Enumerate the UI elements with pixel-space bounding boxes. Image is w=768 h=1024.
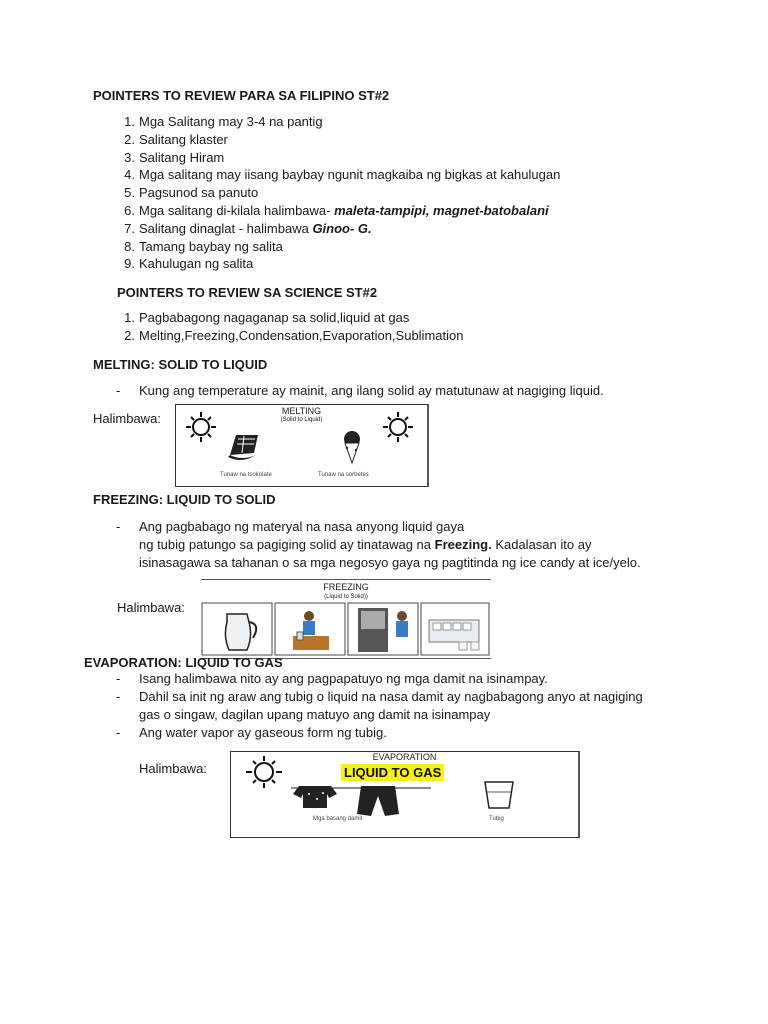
list-text <box>139 149 224 167</box>
freezing-bullet-text2a: ng tubig patungo sa pagiging solid ay tinatawag na <box>139 537 435 552</box>
freezing-example-label: Halimbawa: <box>117 600 185 615</box>
evaporation-illustration <box>231 752 578 837</box>
list-number: 1. <box>124 310 135 325</box>
list-text <box>139 327 463 345</box>
sun-icon <box>383 412 413 442</box>
melting-figure <box>175 404 429 487</box>
list-number: 9. <box>124 256 135 272</box>
list-number: 1. <box>124 114 135 129</box>
list-number: 5. <box>124 185 135 201</box>
freezing-illustration <box>201 580 491 658</box>
list-number: 2. <box>124 131 135 147</box>
dash-marker: - <box>116 725 121 740</box>
list-text-main: Melting,Freezing,Condensation,Evaporation,Sublimation <box>139 328 464 343</box>
list-number: 7. <box>124 220 135 236</box>
evaporation-caption-right: Tubig <box>489 816 504 822</box>
list-text <box>139 238 283 256</box>
sun-icon <box>186 412 216 442</box>
list-text-main: Pagbabagong nagaganap sa solid,liquid at gas <box>139 310 410 325</box>
melting-figure-subtitle: (Solid to Liquid) <box>280 417 323 423</box>
list-text <box>139 184 258 202</box>
dash-marker: - <box>116 671 121 686</box>
shirt-icon <box>293 786 337 808</box>
evaporation-bullet2-line2 <box>139 706 490 724</box>
list-text-main: Pagsunod sa panuto <box>139 185 259 201</box>
list-text <box>139 309 409 327</box>
list-text-main: Tamang baybay ng salita <box>139 238 283 254</box>
evaporation-bullet1-text: Isang halimbawa nito ay ang pagpapatuyo ng mga damit na isinampay. <box>139 671 548 686</box>
list-text-emphasis: Ginoo- G. <box>312 220 372 236</box>
list-number: 2. <box>124 328 135 343</box>
melting-bullet-text: Kung ang temperature ay mainit, ang ilang solid ay matutunaw at nagiging liquid. <box>139 383 604 398</box>
melting-heading: MELTING: SOLID TO LIQUID <box>93 357 268 372</box>
freezing-bullet-text1: Ang pagbabago ng materyal na nasa anyong liquid gaya <box>139 519 465 534</box>
filipino-heading: POINTERS TO REVIEW PARA SA FILIPINO ST#2 <box>93 88 390 103</box>
chocolate-icon <box>228 435 258 460</box>
list-text-main: Salitang klaster <box>139 131 228 147</box>
dash-marker: - <box>116 689 121 704</box>
evaporation-highlight: LIQUID TO GAS <box>341 764 444 781</box>
list-number: 4. <box>124 167 135 183</box>
list-text-main: Salitang dinaglat - halimbawa <box>139 220 313 236</box>
dash-marker: - <box>116 519 121 534</box>
list-text <box>139 113 323 131</box>
evaporation-bullet2-text2: gas o singaw, dagilan upang matuyo ang damit na isinampay <box>139 707 491 722</box>
sun-icon <box>246 756 282 788</box>
science-heading: POINTERS TO REVIEW SA SCIENCE ST#2 <box>117 285 378 300</box>
freezing-bullet-text2c: Kadalasan ito ay <box>491 537 592 552</box>
list-text-emphasis: maleta-tampipi, magnet-batobalani <box>334 203 549 218</box>
freezing-figure-subtitle: (Liquid to Solid)) <box>324 594 368 600</box>
list-text-main: Mga salitang may iisang baybay ngunit magkaiba ng bigkas at kahulugan <box>139 167 561 183</box>
list-text-main: Mga Salitang may 3-4 na pantig <box>139 114 323 129</box>
melting-illustration <box>176 405 427 486</box>
freezing-bullet-text3: isinasagawa sa tahanan o sa mga negosyo gaya ng pagtitinda ng ice candy at ice/yelo. <box>139 555 641 570</box>
list-text <box>139 255 253 273</box>
list-number: 8. <box>124 238 135 254</box>
list-text <box>139 166 560 184</box>
freezing-figure-title: FREEZING <box>323 582 369 592</box>
list-number: 6. <box>124 203 135 218</box>
evaporation-heading: EVAPORATION: LIQUID TO GAS <box>84 655 283 670</box>
evaporation-figure <box>230 751 580 838</box>
freezing-heading: FREEZING: LIQUID TO SOLID <box>93 492 276 507</box>
freezing-bullet-line2 <box>139 536 591 554</box>
freezing-term: Freezing. <box>434 537 492 552</box>
melting-example-label: Halimbawa: <box>93 411 161 426</box>
evaporation-bullet2-text1: Dahil sa init ng araw ang tubig o liquid na nasa damit ay nagbabagong anyo at nagiging <box>139 689 643 704</box>
evaporation-bullet3-text: Ang water vapor ay gaseous form ng tubig. <box>139 725 387 740</box>
list-text <box>139 220 372 238</box>
evaporation-figure-title: EVAPORATION <box>372 752 437 762</box>
glass-icon <box>485 782 513 808</box>
dash-marker: - <box>116 383 121 398</box>
freezing-bullet-line3 <box>139 554 641 572</box>
melting-caption-left: Tunaw na tsokolate <box>220 472 272 478</box>
evaporation-example-label: Halimbawa: <box>139 761 207 776</box>
list-text-main: Salitang Hiram <box>139 149 225 165</box>
melting-figure-title: MELTING <box>281 406 322 416</box>
list-text-main: Mga salitang di-kilala halimbawa- <box>139 203 335 218</box>
evaporation-caption-left: Mga basang damit <box>313 816 363 822</box>
melting-caption-right: Tunaw na sorbetes <box>318 472 369 478</box>
freezing-figure <box>201 579 491 659</box>
ice-cream-icon <box>344 431 360 463</box>
list-number: 3. <box>124 149 135 165</box>
list-text <box>139 202 549 220</box>
pants-icon <box>357 786 399 816</box>
list-text <box>139 131 228 149</box>
list-text-main: Kahulugan ng salita <box>139 256 254 272</box>
